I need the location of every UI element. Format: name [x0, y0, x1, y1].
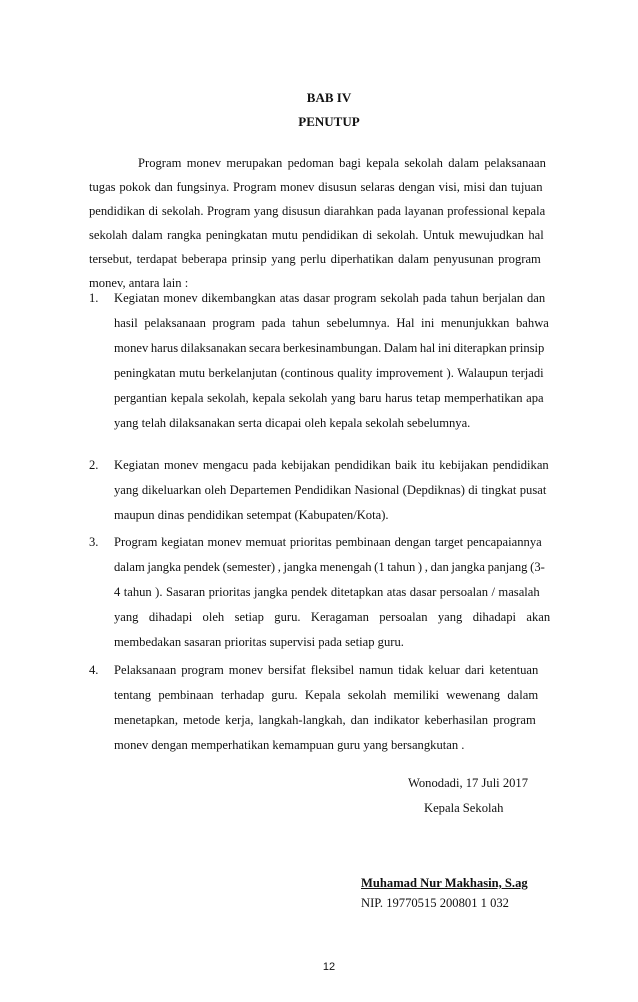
item-line: membedakan sasaran prioritas supervisi pada setiap guru. [114, 635, 404, 649]
item-text [114, 530, 563, 655]
item-line: Program kegiatan monev memuat prioritas pembinaan dengan target pencapaiannya [114, 535, 542, 549]
intro-line: monev, antara lain : [89, 276, 189, 290]
item-line: pergantian kepala sekolah, kepala sekolah yang baru harus tetap memperhatikan apa [114, 391, 544, 405]
item-line: yang telah dilaksanakan serta dicapai oleh kepala sekolah sebelumnya. [114, 416, 471, 430]
chapter-label: BAB IV [306, 90, 352, 105]
item-line: menetapkan, metode kerja, langkah-langkah, dan indikator keberhasilan program [114, 713, 536, 727]
item-line: 4 tahun ). Sasaran prioritas jangka pendek ditetapkan atas dasar persoalan / masalah [114, 585, 540, 599]
item-line: hasil pelaksanaan program pada tahun sebelumnya. Hal ini menunjukkan bahwa [114, 316, 549, 330]
item-number: 1. [89, 291, 99, 305]
intro-paragraph [89, 151, 563, 295]
intro-line: sekolah dalam rangka peningkatan mutu pendidikan di sekolah. Untuk mewujudkan hal [89, 228, 544, 242]
chapter-title: PENUTUP [298, 114, 360, 129]
item-text [114, 453, 563, 528]
item-line: Kegiatan monev dikembangkan atas dasar program sekolah pada tahun berjalan dan [114, 291, 546, 305]
signer-position: Kepala Sekolah [424, 801, 504, 815]
item-line: yang dihadapi oleh setiap guru. Keragaman persoalan yang dihadapi akan [114, 610, 551, 624]
item-line: Kegiatan monev mengacu pada kebijakan pendidikan baik itu kebijakan pendidikan [114, 458, 549, 472]
page-number: 12 [322, 961, 336, 973]
item-line: yang dikeluarkan oleh Departemen Pendidikan Nasional (Depdiknas) di tingkat pusat [114, 483, 547, 497]
item-text [114, 286, 563, 436]
item-line: tentang pembinaan terhadap guru. Kepala sekolah memiliki wewenang dalam [114, 688, 539, 702]
item-text [114, 658, 563, 758]
intro-line: tugas pokok dan fungsinya. Program monev disusun selaras dengan visi, misi dan tujuan [89, 180, 543, 194]
intro-line: tersebut, terdapat beberapa prinsip yang perlu diperhatikan dalam penyusunan program [89, 252, 541, 266]
item-line: dalam jangka pendek (semester) , jangka menengah (1 tahun ) , dan jangka panjang (3- [114, 560, 545, 574]
intro-line: pendidikan di sekolah. Program yang disusun diarahkan pada layanan professional kepala [89, 204, 546, 218]
place-date: Wonodadi, 17 Juli 2017 [408, 776, 529, 790]
signer-nip: NIP. 19770515 200801 1 032 [361, 896, 509, 910]
item-line: monev dengan memperhatikan kemampuan guru yang bersangkutan . [114, 738, 465, 752]
signer-name: Muhamad Nur Makhasin, S.ag [361, 876, 528, 890]
item-line: maupun dinas pendidikan setempat (Kabupaten/Kota). [114, 508, 389, 522]
item-number: 4. [89, 663, 99, 677]
intro-line: Program monev merupakan pedoman bagi kepala sekolah dalam pelaksanaan [138, 156, 546, 170]
item-line: Pelaksanaan program monev bersifat fleksibel namun tidak keluar dari ketentuan [114, 663, 539, 677]
item-number: 2. [89, 458, 99, 472]
item-number: 3. [89, 535, 99, 549]
item-line: monev harus dilaksanakan secara berkesinambungan. Dalam hal ini diterapkan prinsip [114, 341, 545, 355]
item-line: peningkatan mutu berkelanjutan (continous quality improvement ). Walaupun terjadi [114, 366, 544, 380]
